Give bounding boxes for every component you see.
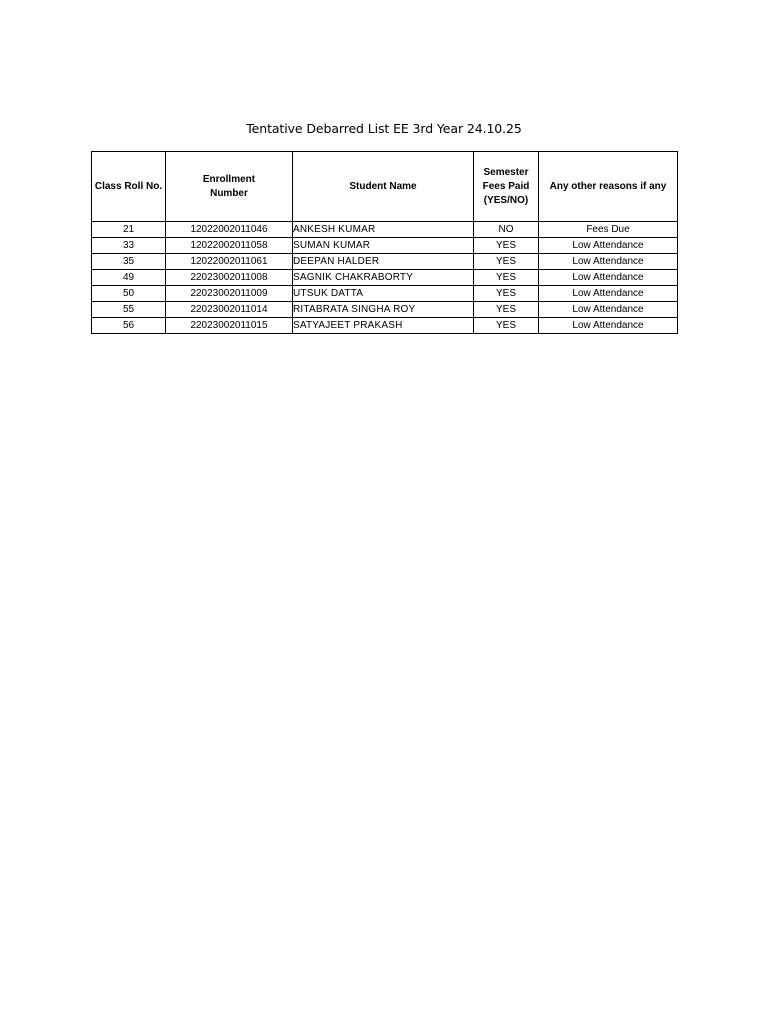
cell-fees-paid: YES <box>474 286 539 302</box>
cell-enrollment-number: 12022002011046 <box>166 222 293 238</box>
cell-class-roll-no: 56 <box>92 318 166 334</box>
cell-student-name: SUMAN KUMAR <box>293 238 474 254</box>
cell-enrollment-number: 22023002011008 <box>166 270 293 286</box>
cell-student-name: SATYAJEET PRAKASH <box>293 318 474 334</box>
cell-fees-paid: YES <box>474 318 539 334</box>
cell-enrollment-number: 22023002011015 <box>166 318 293 334</box>
cell-reason: Low Attendance <box>539 318 678 334</box>
cell-class-roll-no: 21 <box>92 222 166 238</box>
table-row <box>92 222 678 238</box>
table-row <box>92 318 678 334</box>
cell-class-roll-no: 35 <box>92 254 166 270</box>
cell-reason: Low Attendance <box>539 238 678 254</box>
cell-reason: Low Attendance <box>539 270 678 286</box>
cell-fees-paid: YES <box>474 238 539 254</box>
table-row <box>92 238 678 254</box>
header-student-name: Student Name <box>293 152 474 222</box>
cell-class-roll-no: 49 <box>92 270 166 286</box>
document-title: Tentative Debarred List EE 3rd Year 24.10.25 <box>246 121 522 136</box>
header-semester-fees-paid: Semester Fees Paid (YES/NO) <box>474 152 539 222</box>
header-enrollment-number: Enrollment Number <box>166 152 293 222</box>
cell-student-name: SAGNIK CHAKRABORTY <box>293 270 474 286</box>
table-row <box>92 286 678 302</box>
cell-fees-paid: YES <box>474 254 539 270</box>
table-row <box>92 254 678 270</box>
cell-fees-paid: NO <box>474 222 539 238</box>
cell-class-roll-no: 33 <box>92 238 166 254</box>
table-row <box>92 270 678 286</box>
cell-reason: Fees Due <box>539 222 678 238</box>
cell-class-roll-no: 50 <box>92 286 166 302</box>
cell-fees-paid: YES <box>474 270 539 286</box>
cell-student-name: UTSUK DATTA <box>293 286 474 302</box>
cell-class-roll-no: 55 <box>92 302 166 318</box>
cell-student-name: DEEPAN HALDER <box>293 254 474 270</box>
table-header-row <box>92 152 678 222</box>
header-other-reasons: Any other reasons if any <box>539 152 678 222</box>
cell-student-name: ANKESH KUMAR <box>293 222 474 238</box>
cell-reason: Low Attendance <box>539 254 678 270</box>
cell-reason: Low Attendance <box>539 286 678 302</box>
cell-enrollment-number: 12022002011058 <box>166 238 293 254</box>
header-class-roll-no: Class Roll No. <box>92 152 166 222</box>
debarred-list-table <box>91 151 678 334</box>
cell-enrollment-number: 12022002011061 <box>166 254 293 270</box>
cell-student-name: RITABRATA SINGHA ROY <box>293 302 474 318</box>
cell-reason: Low Attendance <box>539 302 678 318</box>
cell-fees-paid: YES <box>474 302 539 318</box>
cell-enrollment-number: 22023002011009 <box>166 286 293 302</box>
table-row <box>92 302 678 318</box>
cell-enrollment-number: 22023002011014 <box>166 302 293 318</box>
